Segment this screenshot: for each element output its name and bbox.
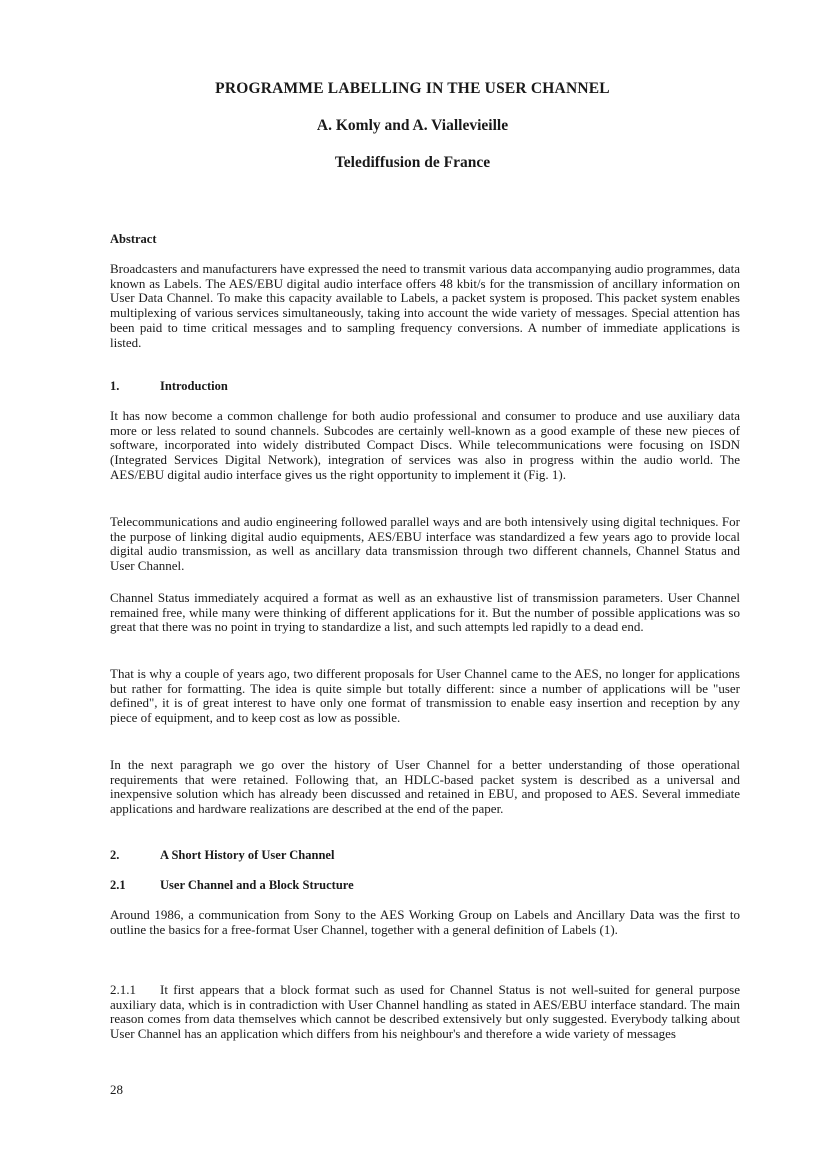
section-1-paragraph-3: Channel Status immediately acquired a format as well as an exhaustive list of transmission parameters. User Channel remained free, while many were thinking of different applications for it. But the number of possible applications was so great that there was no point in trying to standardize a list, and such attempts led rapidly to a dead end. — [110, 590, 740, 635]
section-1-paragraph-2: Telecommunications and audio engineering followed parallel ways and are both intensively using digital techniques. For the purpose of linking digital audio equipments, AES/EBU interface was standardized a few years ago to provide local digital audio transmission, as well as ancillary data transmission through two different channels, Channel Status and User Channel. — [110, 514, 740, 574]
section-2-1-paragraph: Around 1986, a communication from Sony to the AES Working Group on Labels and Ancillary Data was the first to outline the basics for a free-format User Channel, together with a general definition of Labels (1). — [110, 907, 740, 937]
section-1-paragraph-1: It has now become a common challenge for both audio professional and consumer to produce and use auxiliary data more or less related to sound channels. Subcodes are certainly well-known as a good example of these new pieces of software, incorporated into widely distributed Compact Discs. While telecommunications were focusing on ISDN (Integrated Services Digital Network), integration of services was also in progress within the audio world. The AES/EBU digital audio interface gives us the right opportunity to implement it (Fig. 1). — [110, 408, 740, 482]
section-2-1-1-number: 2.1.1 — [110, 982, 136, 997]
section-2-1-1-paragraph — [110, 983, 740, 1042]
section-1-number: 1. — [110, 379, 120, 393]
page-number: 28 — [110, 1082, 123, 1097]
abstract-text: Broadcasters and manufacturers have expressed the need to transmit various data accompanying audio programmes, data known as Labels. The AES/EBU digital audio interface offers 48 kbit/s for the transmission of ancillary information on User Data Channel. To make this capacity available to Labels, a packet system is proposed. This packet system enables multiplexing of various services simultaneously, taking into account the wide variety of messages. Special attention has been paid to time critical messages and to sampling frequency conversions. A number of immediate applications is listed. — [110, 261, 740, 350]
paper-affiliation: Telediffusion de France — [334, 154, 491, 171]
section-2-heading — [110, 848, 334, 863]
abstract-heading-label: Abstract — [110, 232, 157, 246]
section-2-number: 2. — [110, 848, 120, 862]
paper-title: PROGRAMME LABELLING IN THE USER CHANNEL — [215, 80, 610, 97]
section-1-title: Introduction — [160, 379, 228, 393]
paper-authors: A. Komly and A. Viallevieille — [316, 117, 509, 134]
section-2-1-1-text: It first appears that a block format such as used for Channel Status is not well-suited for general purpose auxiliary data, which is in contradiction with User Channel handling as stated in AES/EBU interface standard. The main reason comes from data themselves which cannot be described extensively but only suggested. Everybody talking about User Channel has an application which differs from his neighbour's and therefore a wide variety of messages — [110, 982, 740, 1042]
section-2-1-number: 2.1 — [110, 878, 126, 892]
section-2-title: A Short History of User Channel — [160, 848, 335, 862]
section-1-paragraph-5: In the next paragraph we go over the history of User Channel for a better understanding of those operational requirements that were retained. Following that, an HDLC-based packet system is described as a universal and inexpensive solution which has already been discussed and retained in EBU, and proposed to AES. Several immediate applications and hardware realizations are described at the end of the paper. — [110, 757, 740, 817]
abstract-heading — [110, 232, 157, 247]
section-2-1-heading — [110, 878, 354, 893]
section-2-1-title: User Channel and a Block Structure — [160, 878, 354, 892]
section-1-paragraph-4: That is why a couple of years ago, two different proposals for User Channel came to the AES, no longer for applications but rather for formatting. The idea is quite simple but totally different: since a number of applications will be "user defined", it is of great interest to have only one format of transmission to enable easy insertion and reception by any piece of equipment, and to keep cost as low as possible. — [110, 666, 740, 726]
section-1-heading — [110, 379, 228, 394]
